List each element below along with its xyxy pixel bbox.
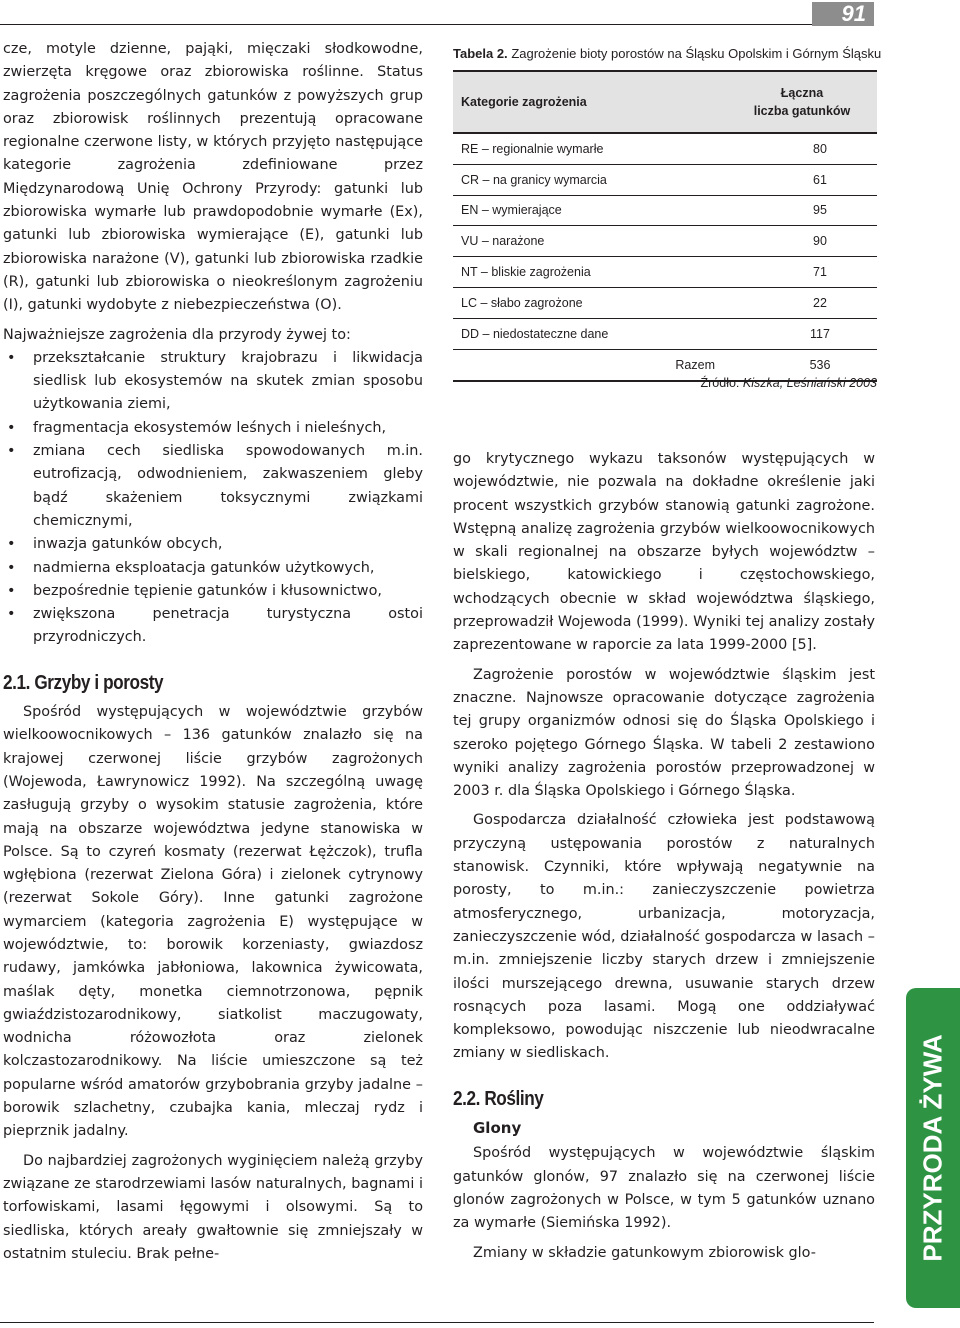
paragraph: Najważniejsze zagrożenia dla przyrody żywej to: <box>3 326 351 343</box>
category-cell: RE – regionalnie wymarłe <box>461 141 604 156</box>
paragraph: cze, motyle dzienne, pająki, mięczaki słodkowodne, zwierzęta kręgowe oraz zbiorowiska roślinne. Status zagrożenia poszczególnych gatunków z powyższych grup oraz zbiorowisk roślinnych prezentują opracowane regionalne czerwone listy, w których przyjęto następujące kategorie zagrożenia zdefiniowane przez Międzynarodową Unię Ochrony Przyrody: gatunki lub zbiorowiska wymarłe lub prawdopodobnie wymarłe (Ex), gatunki lub zbiorowiska wymierające (E), gatunki lub zbiorowiska narażone (V), gatunki lub zbiorowiska rzadkie (R), gatunki lub zbiorowiska o nieokreślonym zagrożeniu (I), gatunki wydobyte z niebezpieczeństwa (O). <box>3 41 423 314</box>
column-header-line: Łączna <box>780 86 824 100</box>
page-number: 91 <box>812 2 874 26</box>
table-row <box>453 165 877 196</box>
total-value: 536 <box>809 357 831 372</box>
category-cell: DD – niedostateczne dane <box>461 326 609 341</box>
header-rule <box>0 24 812 25</box>
list-item: • przekształcanie struktury krajobrazu i likwidacja siedlisk lub ekosystemów na skutek zmian sposobu użytkowania ziemi, <box>3 347 423 417</box>
list-item: • nadmierna eksploatacja gatunków użytkowych, <box>3 557 423 580</box>
table-row <box>453 288 877 319</box>
section-heading: 2.2. Rośliny <box>453 1087 544 1110</box>
table-row <box>453 319 877 350</box>
chapter-tab-label: PRZYRODA ŻYWA <box>917 1034 948 1262</box>
threat-list <box>3 347 423 650</box>
table-row <box>453 196 877 227</box>
table-row <box>453 134 877 165</box>
total-label: Razem <box>675 357 715 372</box>
paragraph: Zagrożenie porostów w województwie śląskim jest znaczne. Najnowsze opracowanie dotyczące zagrożenia tej grupy organizmów odnosi się do Śląska Opolskiego i szeroko pojętego Górnego Śląska. W tabeli 2 zestawiono wyniki analizy zagrożenia porostów przeprowadzonej w 2003 r. dla Śląska Opolskiego i Górnego Śląska. <box>453 666 875 800</box>
column-header-line: liczba gatunków <box>753 104 851 118</box>
paragraph: go krytycznego wykazu taksonów występujących w województwie, nie pozwala na dokładne określenie jaki procent wszystkich grzybów stanowią gatunki zagrożone. Wstępną analizę zagrożenia grzybów wielkoowocnikowych w skali regionalnej na obszarze byłych województw – bielskiego, katowickiego i częstochowskiego, wchodzących obecnie w skład województwa śląskiego, przeprowadził Wojewoda (1999). Wyniki tej analizy zostały zaprezentowane w raporcie za lata 1999-2000 [5]. <box>453 451 875 654</box>
category-cell: EN – wymierające <box>461 203 562 218</box>
column-header-count <box>727 84 877 120</box>
category-cell: VU – narażone <box>461 234 545 249</box>
count-cell: 80 <box>813 141 827 156</box>
left-column <box>3 38 423 1266</box>
table-caption-text: Zagrożenie bioty porostów na Śląsku Opolskim i Górnym Śląsku <box>511 46 882 61</box>
source-label: Źródło: <box>700 376 743 390</box>
category-cell: NT – bliskie zagrożenia <box>461 265 591 280</box>
paragraph: Zmiany w składzie gatunkowym zbiorowisk glo- <box>473 1244 816 1261</box>
list-item: • fragmentacja ekosystemów leśnych i nieleśnych, <box>3 417 423 440</box>
paragraph: Spośród występujących w województwie grzybów wielkoowocnikowych – 136 gatunków znalazło się na krajowej czerwonej liście grzybów zagrożonych (Wojewoda, Ławrynowicz 1992). Na szczególną uwagę zasługują grzyby o wysokim statusie zagrożenia, które mają na obszarze województwa jedyne stanowiska w Polsce. Są to czyreń kosmaty (rezerwat Łężczok), trufla wgłębiona (rezerwat Zielona Góra) i zielonek cytrynowy (rezerwat Sokole Góry). Inne gatunki zagrożone wymarciem (kategoria zagrożenia E) występujące w województwie, to: borowik korzeniasty, gwiazdosz rudawy, jamkówka jabłoniowa, lakownica żywicowata, maślak dęty, monetka ciemnotrzonowa, pępnik gwiaździstozarodnikowy, siatkolist maczugowaty, wodnicha różowozłota oraz zielonek kolczastozarodnikowy. Na liście umieszczone są też popularne wśród amatorów grzybobrania grzyby jadalne – borowik szlachetny, czubajka kania, mleczaj rydz i pieprznik jadalny. <box>3 704 423 1140</box>
table-source <box>453 376 877 390</box>
paragraph: Do najbardziej zagrożonych wyginięciem należą grzyby związane ze starodrzewiami lasów naturalnych, bagnami i torfowiskami, lasami łęgowymi i olsowymi. Są to siedliska, których areały gwałtownie się zmniejszały w ostatnim stuleciu. Brak pełne- <box>3 1152 423 1262</box>
section-heading: 2.1. Grzyby i porosty <box>3 671 164 694</box>
category-cell: LC – słabo zagrożone <box>461 295 583 310</box>
category-cell: CR – na granicy wymarcia <box>461 172 607 187</box>
list-item: • bezpośrednie tępienie gatunków i kłusownictwo, <box>3 580 423 603</box>
count-cell: 71 <box>813 265 827 280</box>
source-text: Kiszka, Leśniański 2003 <box>742 376 877 390</box>
column-header-category: Kategorie zagrożenia <box>461 95 587 109</box>
table-caption-label: Tabela 2. <box>453 46 508 61</box>
table-row <box>453 226 877 257</box>
count-cell: 117 <box>810 326 830 341</box>
table-header <box>453 70 877 134</box>
footer-rule <box>0 1322 874 1323</box>
count-cell: 95 <box>813 203 827 218</box>
list-item: • zmiana cech siedliska spowodowanych m.in. eutrofizacją, odwodnieniem, zakwaszeniem gleby bądź skażeniem toksycznymi związkami chemicznymi, <box>3 440 423 533</box>
paragraph: Gospodarcza działalność człowieka jest podstawową przyczyną ustępowania porostów z naturalnych stanowisk. Czynniki, które wpływają negatywnie na porosty, to m.in.: zanieczyszczenie powietrza atmosferycznego, urbanizacja, motoryzacja, zanieczyszczenie wód, działalność gospodarcza w lasach – m.in. zmniejszenie liczby starych drzew i zmniejszenie ilości murszejącego drewna, usuwanie starych drzew rosnących poza lasami. Mogą one oddziaływać kompleksowo, powodując niszczenie lub nieodwracalne zmiany w siedliskach. <box>453 812 875 1062</box>
lichen-threat-table <box>453 70 877 382</box>
chapter-side-tab <box>906 988 960 1308</box>
count-cell: 61 <box>813 172 827 187</box>
count-cell: 90 <box>813 234 827 249</box>
list-item: • inwazja gatunków obcych, <box>3 533 423 556</box>
table-row <box>453 257 877 288</box>
right-column <box>453 448 875 1265</box>
count-cell: 22 <box>813 295 827 310</box>
list-item: • zwiększona penetracja turystyczna ostoi przyrodniczych. <box>3 603 423 650</box>
subsection-heading: Glony <box>473 1119 522 1138</box>
paragraph: Spośród występujących w województwie śląskim gatunków glonów, 97 znalazło się na czerwonej liście glonów zagrożonych w Polsce, w tym 5 gatunków uznano za wymarłe (Siemińska 1992). <box>453 1145 875 1232</box>
table-caption <box>453 46 883 61</box>
